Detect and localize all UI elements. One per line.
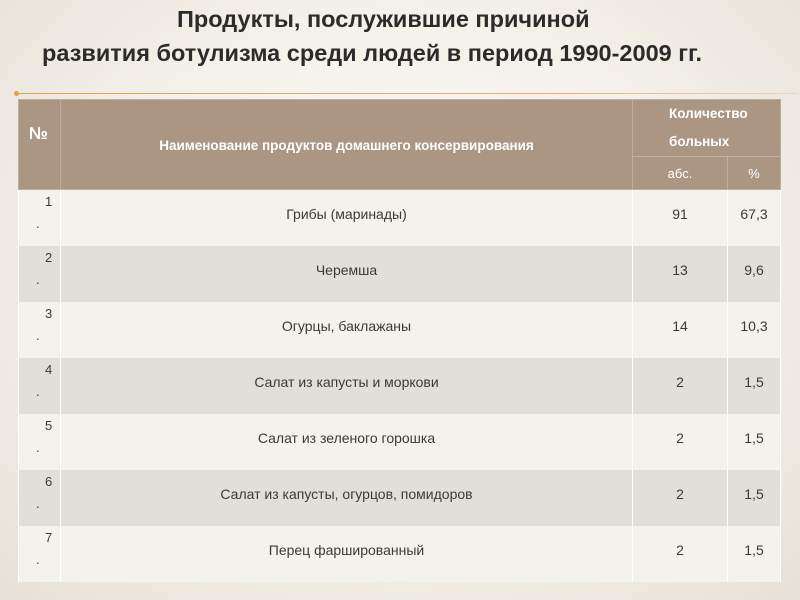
row-number: 7	[45, 529, 53, 545]
count-absolute: 13	[633, 246, 728, 302]
count-absolute: 2	[633, 470, 728, 526]
row-number: 5	[45, 417, 53, 433]
header-patient-count	[633, 100, 781, 157]
botulism-products-table	[18, 99, 781, 582]
row-number-cell	[19, 470, 61, 526]
count-absolute: 2	[633, 526, 728, 582]
count-absolute: 2	[633, 358, 728, 414]
count-percent: 9,6	[728, 246, 781, 302]
row-number-cell	[19, 246, 61, 302]
row-number-cell	[19, 414, 61, 470]
table-header	[19, 100, 781, 190]
title-divider	[18, 93, 798, 94]
product-name: Салат из капусты и моркови	[61, 358, 633, 414]
row-number: 1	[45, 194, 53, 209]
header-product-name: Наименование продуктов домашнего консервирования	[61, 100, 633, 190]
table-row	[19, 246, 781, 302]
count-percent: 1,5	[728, 470, 781, 526]
table-row	[19, 302, 781, 358]
header-patient-count-line-2: больных	[669, 134, 730, 149]
product-name: Салат из капусты, огурцов, помидоров	[61, 470, 633, 526]
product-name: Черемша	[61, 246, 633, 302]
product-name: Огурцы, баклажаны	[61, 302, 633, 358]
header-number: №	[19, 100, 61, 190]
row-number: 2	[45, 249, 53, 265]
slide-title-line-2: развития ботулизма среди людей в период 1990-2009 гг.	[42, 40, 702, 66]
row-number: 3	[45, 305, 53, 321]
row-number-dot: .	[36, 327, 40, 343]
row-number: 4	[45, 361, 53, 377]
table-row	[19, 358, 781, 414]
count-absolute: 2	[633, 414, 728, 470]
slide-title-line-1: Продукты, послужившие причиной	[177, 6, 590, 32]
count-percent: 1,5	[728, 358, 781, 414]
row-number: 6	[45, 473, 53, 489]
count-absolute: 91	[633, 190, 728, 246]
product-name: Грибы (маринады)	[61, 190, 633, 246]
row-number-cell	[19, 526, 61, 582]
table-row	[19, 190, 781, 246]
count-percent: 67,3	[728, 190, 781, 246]
count-absolute: 14	[633, 302, 728, 358]
product-name: Перец фаршированный	[61, 526, 633, 582]
row-number-cell	[19, 302, 61, 358]
table-row	[19, 470, 781, 526]
row-number-dot: .	[36, 216, 40, 231]
row-number-dot: .	[36, 271, 40, 287]
row-number-cell	[19, 358, 61, 414]
row-number-dot: .	[36, 383, 40, 399]
header-patient-count-line-1: Количество	[669, 106, 748, 121]
row-number-dot: .	[36, 495, 40, 511]
row-number-dot: .	[36, 439, 40, 455]
row-number-dot: .	[36, 551, 40, 567]
count-percent: 10,3	[728, 302, 781, 358]
count-percent: 1,5	[728, 526, 781, 582]
table-body	[19, 190, 781, 582]
count-percent: 1,5	[728, 414, 781, 470]
product-name: Салат из зеленого горошка	[61, 414, 633, 470]
table-row	[19, 526, 781, 582]
table-row	[19, 414, 781, 470]
header-percent: %	[728, 157, 781, 190]
header-absolute: абс.	[633, 157, 728, 190]
row-number-cell	[19, 190, 61, 246]
